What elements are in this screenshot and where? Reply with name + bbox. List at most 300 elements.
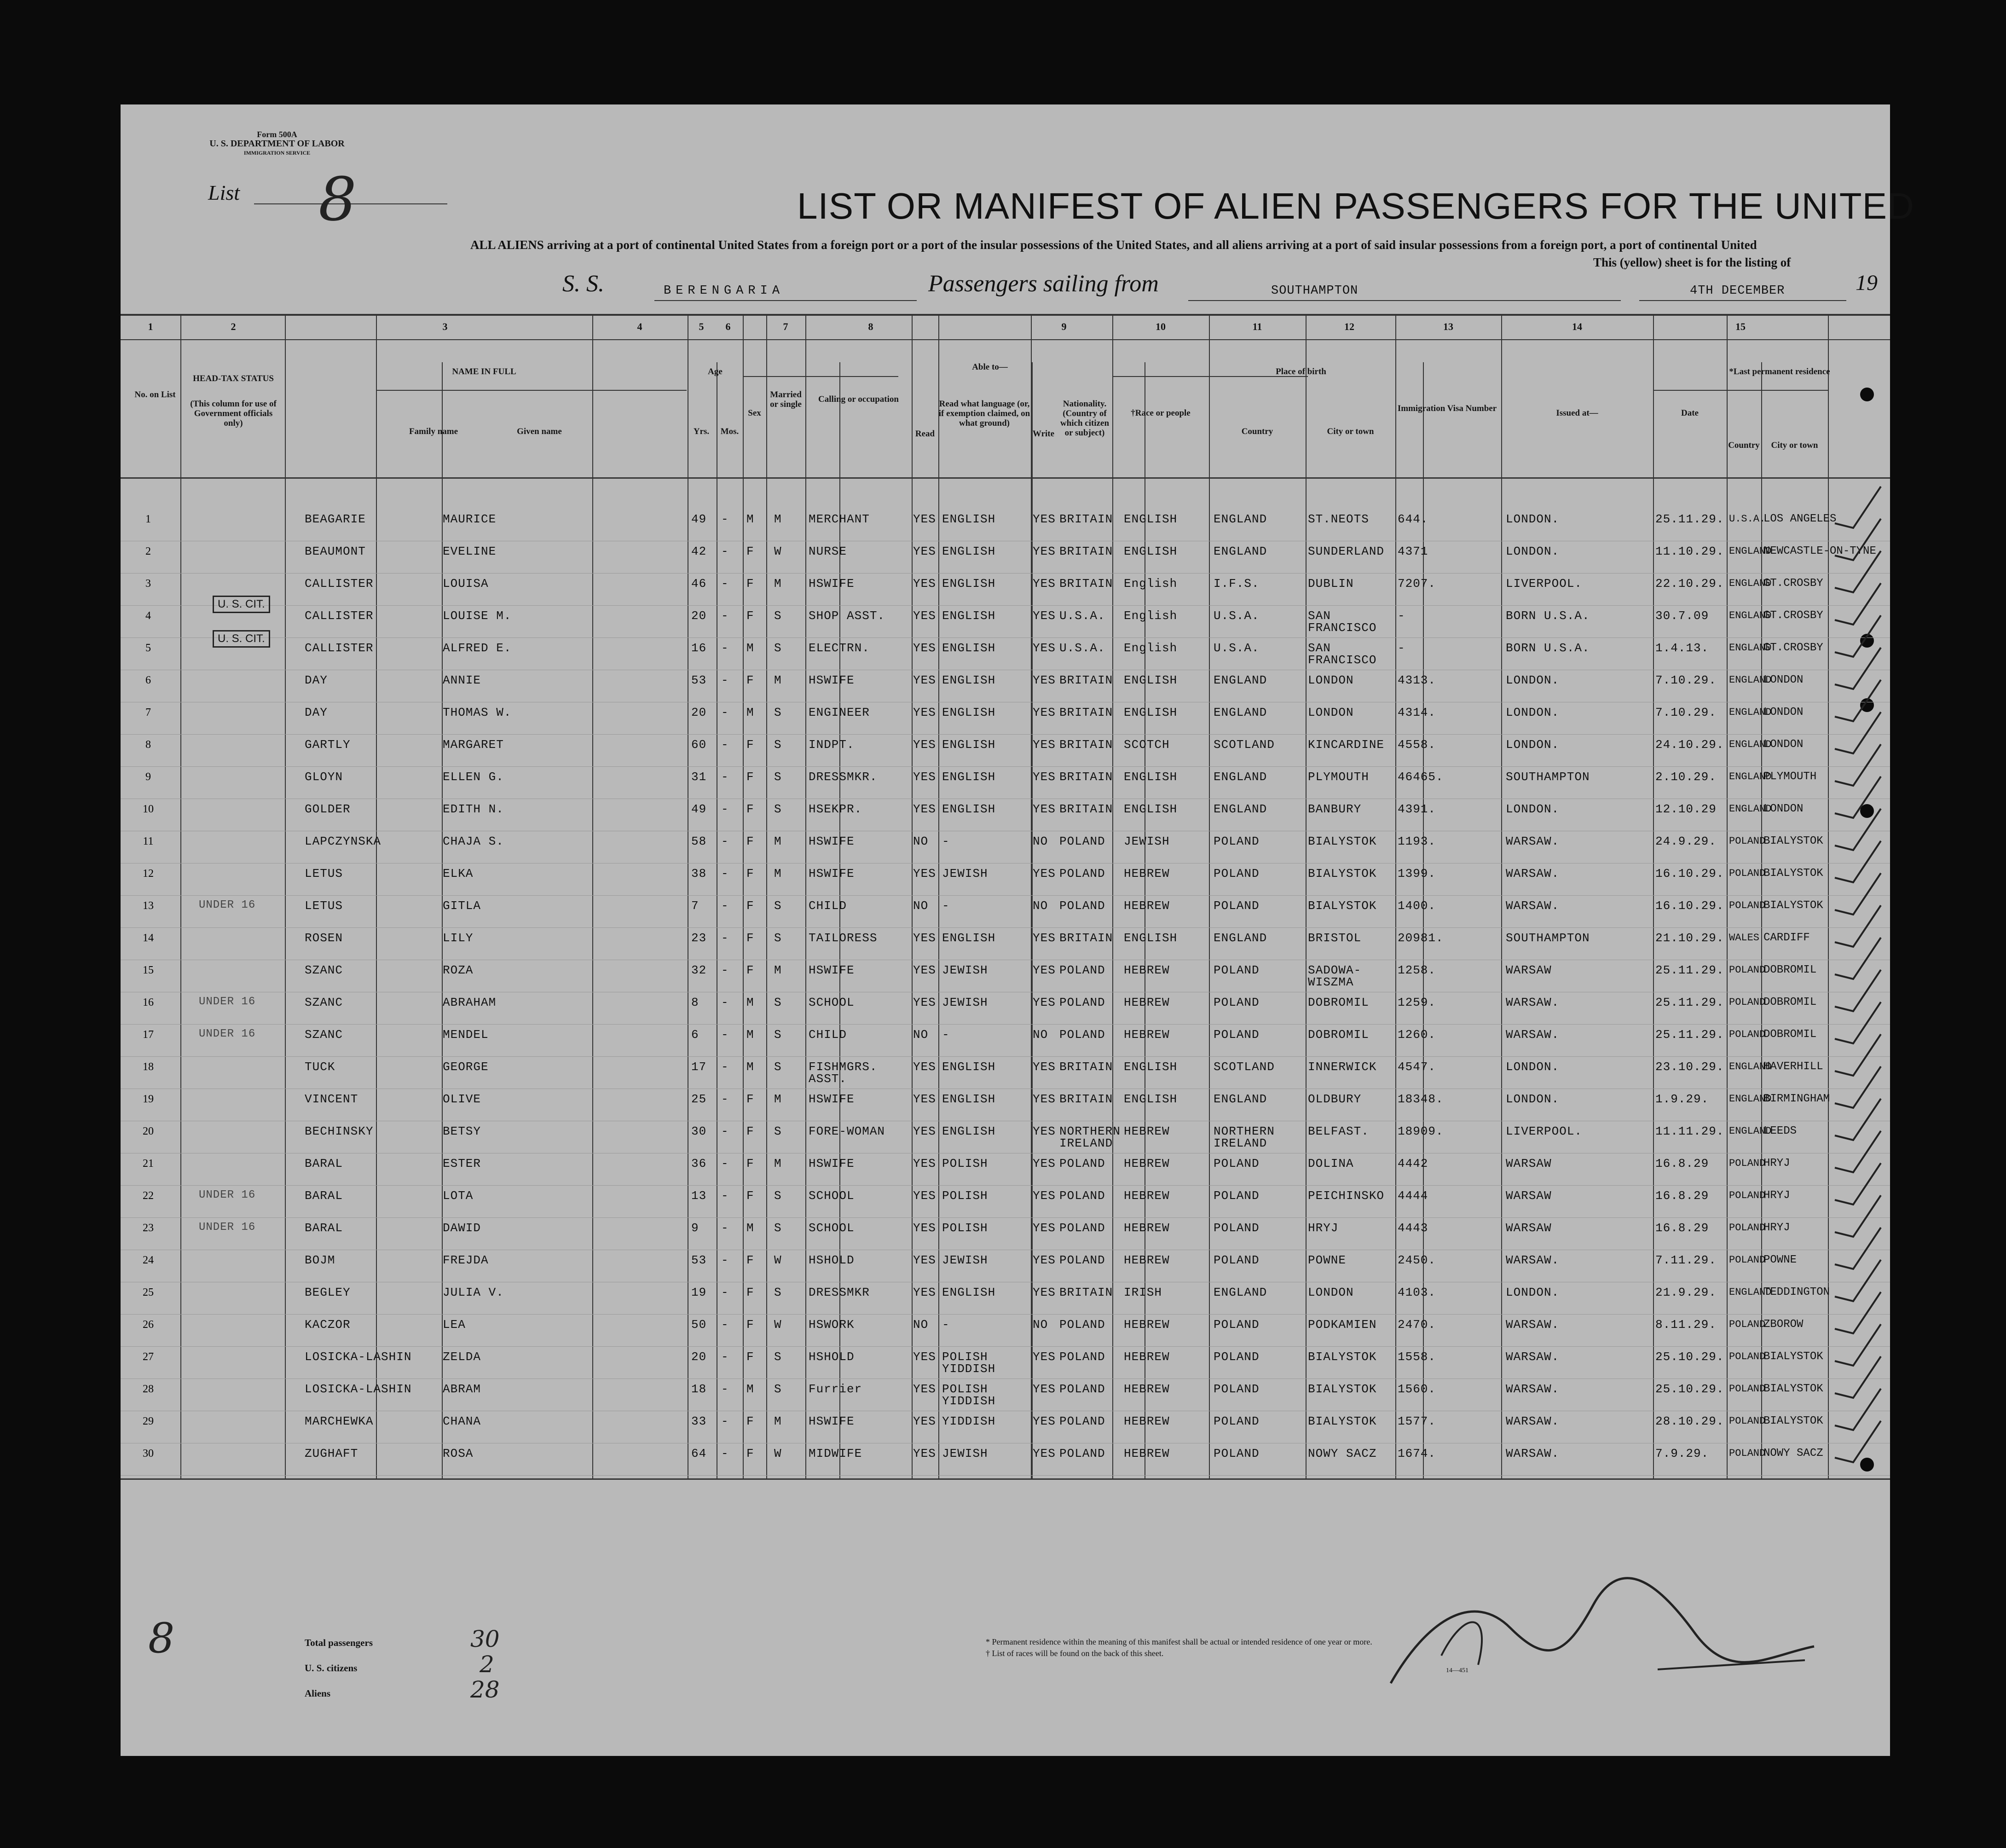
- birth-country: POLAND: [1214, 834, 1260, 848]
- occupation: HSHOLD: [809, 1253, 855, 1267]
- sex: F: [746, 545, 754, 558]
- visa-number: 4558.: [1398, 738, 1436, 752]
- birth-country: POLAND: [1214, 867, 1260, 881]
- sex: F: [746, 802, 754, 816]
- race: ENGLISH: [1124, 770, 1178, 784]
- can-write: YES: [1033, 609, 1056, 623]
- age-months: -: [721, 1124, 729, 1138]
- given-name: ANNIE: [443, 673, 481, 687]
- visa-date: 25.11.29.: [1655, 996, 1724, 1009]
- issued-at: WARSAW.: [1506, 834, 1560, 848]
- race: ENGLISH: [1124, 802, 1178, 816]
- read-language: ENGLISH: [942, 1286, 996, 1299]
- age-years: 64: [691, 1447, 707, 1460]
- birth-city: SAN FRANCISCO: [1308, 641, 1377, 667]
- nationality: POLAND: [1059, 1028, 1105, 1042]
- read-language: ENGLISH: [942, 1092, 996, 1106]
- visa-date: 23.10.29.: [1655, 1060, 1724, 1074]
- head-tax-note: UNDER 16: [199, 1189, 256, 1201]
- birth-country: ENGLAND: [1214, 673, 1267, 687]
- given-name: EVELINE: [443, 545, 497, 558]
- birth-country-header: Country: [1241, 427, 1273, 436]
- table-row: [121, 1283, 1890, 1315]
- age-months: -: [721, 1028, 729, 1042]
- row-number: 3: [145, 578, 151, 590]
- visa-number: 1259.: [1398, 996, 1436, 1009]
- birth-city: INNERWICK: [1308, 1060, 1377, 1074]
- can-read: YES: [913, 1060, 936, 1074]
- residence-country: POLAND: [1729, 1190, 1766, 1201]
- visa-date: 21.9.29.: [1655, 1286, 1717, 1299]
- sex: F: [746, 1124, 754, 1138]
- occupation: HSWIFE: [809, 1414, 855, 1428]
- age-months: -: [721, 512, 729, 526]
- head-tax-header: HEAD-TAX STATUS: [193, 374, 274, 383]
- can-write: YES: [1033, 1286, 1056, 1299]
- sex: M: [746, 706, 754, 719]
- family-name: DAY: [305, 706, 328, 719]
- birth-country: SCOTLAND: [1214, 738, 1275, 752]
- age-years: 49: [691, 512, 707, 526]
- birth-city: BIALYSTOK: [1308, 899, 1377, 913]
- occupation: SCHOOL: [809, 1221, 855, 1235]
- birth-city: PLYMOUTH: [1308, 770, 1369, 784]
- family-name-header: Family name: [409, 427, 458, 436]
- can-read: YES: [913, 738, 936, 752]
- age-months: -: [721, 1157, 729, 1170]
- column-number: 13: [1443, 321, 1453, 332]
- occupation: HSWIFE: [809, 673, 855, 687]
- residence-country: ENGLAND: [1729, 771, 1772, 782]
- read-language: JEWISH: [942, 867, 988, 881]
- family-name: LAPCZYNSKA: [305, 834, 382, 848]
- column-number: 8: [868, 321, 873, 332]
- visa-number: 1193.: [1398, 834, 1436, 848]
- age-months: -: [721, 1447, 729, 1460]
- nationality: U.S.A.: [1059, 641, 1105, 655]
- given-name: JULIA V.: [443, 1286, 504, 1299]
- issued-at: WARSAW: [1506, 1157, 1552, 1170]
- row-rule: [121, 1185, 1890, 1186]
- marital-status: S: [774, 738, 782, 752]
- can-write: YES: [1033, 867, 1056, 881]
- table-row: [121, 1315, 1890, 1347]
- marital-status: M: [774, 867, 782, 881]
- visa-number: 1399.: [1398, 867, 1436, 881]
- column-number: 6: [725, 321, 731, 332]
- age-years: 7: [691, 899, 699, 913]
- age-months: -: [721, 899, 729, 913]
- can-read: YES: [913, 1092, 936, 1106]
- residence-country: ENGLAND: [1729, 642, 1772, 654]
- header-bottom-rule: [121, 477, 1890, 479]
- given-name: THOMAS W.: [443, 706, 512, 719]
- issued-at: LONDON.: [1506, 1092, 1560, 1106]
- issued-at-header: Issued at—: [1556, 408, 1598, 418]
- can-write: YES: [1033, 770, 1056, 784]
- can-read: NO: [913, 1028, 929, 1042]
- given-name: ALFRED E.: [443, 641, 512, 655]
- birth-city: BIALYSTOK: [1308, 867, 1377, 881]
- residence-country: POLAND: [1729, 964, 1766, 976]
- sub-header-rule: [743, 376, 898, 377]
- given-name: ROZA: [443, 963, 474, 977]
- footnote-races: † List of races will be found on the back of this sheet.: [986, 1649, 1164, 1658]
- port-underline: [1188, 300, 1621, 301]
- read-language: JEWISH: [942, 996, 988, 1009]
- residence-city: LONDON: [1763, 706, 1804, 718]
- age-years: 16: [691, 641, 707, 655]
- visa-number: 1260.: [1398, 1028, 1436, 1042]
- read-language: JEWISH: [942, 963, 988, 977]
- age-months: -: [721, 1318, 729, 1332]
- can-read: YES: [913, 1382, 936, 1396]
- race: HEBREW: [1124, 867, 1170, 881]
- no-on-list-header: No. on List: [134, 390, 176, 400]
- can-write: YES: [1033, 1447, 1056, 1460]
- sex: F: [746, 867, 754, 881]
- age-months: -: [721, 609, 729, 623]
- occupation: SHOP ASST.: [809, 609, 885, 623]
- residence-city: BIALYSTOK: [1763, 899, 1823, 912]
- sex: M: [746, 641, 754, 655]
- read-language: ENGLISH: [942, 545, 996, 558]
- department: U. S. DEPARTMENT OF LABOR: [209, 139, 345, 149]
- visa-date: 25.11.29.: [1655, 512, 1724, 526]
- table-row: [121, 864, 1890, 896]
- departure-port: SOUTHAMPTON: [1271, 284, 1359, 298]
- residence-country: ENGLAND: [1729, 1286, 1772, 1298]
- row-number: 9: [145, 771, 151, 783]
- occupation: SCHOOL: [809, 1189, 855, 1203]
- punch-hole: [1860, 388, 1874, 401]
- visa-date: 25.11.29.: [1655, 963, 1724, 977]
- marital-status: W: [774, 1253, 782, 1267]
- visa-number: 4314.: [1398, 706, 1436, 719]
- table-row: [121, 1025, 1890, 1057]
- occupation: ELECTRN.: [809, 641, 870, 655]
- visa-date: 30.7.09: [1655, 609, 1709, 623]
- table-row: [121, 799, 1890, 832]
- can-read: YES: [913, 1253, 936, 1267]
- visa-date: 1.9.29.: [1655, 1092, 1709, 1106]
- sex: M: [746, 996, 754, 1009]
- sex: F: [746, 609, 754, 623]
- total-passengers-label: Total passengers: [305, 1637, 373, 1648]
- given-name: EDITH N.: [443, 802, 504, 816]
- residence-city: HRYJ: [1763, 1189, 1790, 1202]
- occupation: HSWIFE: [809, 963, 855, 977]
- row-rule: [121, 1056, 1890, 1057]
- read-language: POLISH YIDDISH: [942, 1350, 996, 1376]
- can-write: YES: [1033, 641, 1056, 655]
- last-residence-header: *Last permanent residence: [1729, 367, 1830, 377]
- row-number: 8: [145, 739, 151, 751]
- issued-at: WARSAW.: [1506, 1414, 1560, 1428]
- birth-city: HRYJ: [1308, 1221, 1339, 1235]
- sex: F: [746, 1189, 754, 1203]
- nationality: POLAND: [1059, 1157, 1105, 1170]
- age-years: 25: [691, 1092, 707, 1106]
- column-number: 1: [148, 321, 153, 332]
- read-language: JEWISH: [942, 1253, 988, 1267]
- given-name: ABRAHAM: [443, 996, 497, 1009]
- family-name: TUCK: [305, 1060, 335, 1074]
- age-years: 50: [691, 1318, 707, 1332]
- birth-city: SUNDERLAND: [1308, 545, 1385, 558]
- row-number: 21: [143, 1158, 154, 1170]
- issued-at: WARSAW.: [1506, 1350, 1560, 1364]
- given-name: LOUISE M.: [443, 609, 512, 623]
- visa-date: 24.10.29.: [1655, 738, 1724, 752]
- can-read: YES: [913, 1189, 936, 1203]
- sex: F: [746, 673, 754, 687]
- sex: F: [746, 834, 754, 848]
- row-number: 12: [143, 868, 154, 880]
- nationality: BRITAIN: [1059, 802, 1113, 816]
- age-years: 53: [691, 673, 707, 687]
- age-years: 23: [691, 931, 707, 945]
- age-months: -: [721, 996, 729, 1009]
- marital-status: S: [774, 609, 782, 623]
- residence-country: ENGLAND: [1729, 1061, 1772, 1072]
- column-number: 3: [442, 321, 448, 332]
- residence-country-header: Country: [1728, 440, 1760, 450]
- birth-city: BIALYSTOK: [1308, 1382, 1377, 1396]
- occupation: HSWIFE: [809, 1092, 855, 1106]
- total-passengers-value: 30: [470, 1626, 500, 1652]
- birth-country: POLAND: [1214, 1318, 1260, 1332]
- issued-at: WARSAW.: [1506, 867, 1560, 881]
- family-name: ROSEN: [305, 931, 343, 945]
- visa-date: 16.10.29.: [1655, 867, 1724, 881]
- race: HEBREW: [1124, 899, 1170, 913]
- age-months: -: [721, 1253, 729, 1267]
- family-name: BECHINSKY: [305, 1124, 374, 1138]
- row-number: 30: [143, 1448, 154, 1460]
- sex: F: [746, 1350, 754, 1364]
- column-number: 11: [1252, 321, 1262, 332]
- row-number: 7: [145, 707, 151, 718]
- birth-city: BRISTOL: [1308, 931, 1362, 945]
- birth-country: POLAND: [1214, 1414, 1260, 1428]
- visa-date: 11.11.29.: [1655, 1124, 1724, 1138]
- nationality: BRITAIN: [1059, 931, 1113, 945]
- margin-number: 8: [148, 1614, 175, 1663]
- can-write: YES: [1033, 706, 1056, 719]
- given-name: GITLA: [443, 899, 481, 913]
- birth-country: POLAND: [1214, 963, 1260, 977]
- residence-city: GT.CROSBY: [1763, 609, 1823, 622]
- read-language: -: [942, 1318, 950, 1332]
- occupation: DRESSMKR.: [809, 770, 878, 784]
- residence-city: LONDON: [1763, 738, 1804, 751]
- residence-city: NEWCASTLE-ON-TYNE: [1763, 545, 1876, 557]
- sex: F: [746, 899, 754, 913]
- family-name: SZANC: [305, 963, 343, 977]
- issued-at: LONDON.: [1506, 1286, 1560, 1299]
- issued-at: WARSAW.: [1506, 1028, 1560, 1042]
- race: SCOTCH: [1124, 738, 1170, 752]
- issued-at: SOUTHAMPTON: [1506, 931, 1590, 945]
- birth-country: POLAND: [1214, 1253, 1260, 1267]
- read-language: ENGLISH: [942, 802, 996, 816]
- column-number: 10: [1156, 321, 1166, 332]
- row-rule: [121, 1217, 1890, 1218]
- birth-country: POLAND: [1214, 1157, 1260, 1170]
- nationality: POLAND: [1059, 1447, 1105, 1460]
- row-number: 2: [145, 545, 151, 557]
- column-number: 5: [699, 321, 704, 332]
- nationality: POLAND: [1059, 834, 1105, 848]
- family-name: BEAGARIE: [305, 512, 366, 526]
- can-read: NO: [913, 834, 929, 848]
- row-number: 28: [143, 1383, 154, 1395]
- read-language: ENGLISH: [942, 609, 996, 623]
- age-years: 60: [691, 738, 707, 752]
- birth-country: I.F.S.: [1214, 577, 1260, 591]
- table-bottom-rule: [121, 1478, 1890, 1480]
- age-years: 20: [691, 706, 707, 719]
- visa-number: 4313.: [1398, 673, 1436, 687]
- read-language: ENGLISH: [942, 1060, 996, 1074]
- visa-number: 4444: [1398, 1189, 1428, 1203]
- family-name: GLOYN: [305, 770, 343, 784]
- sex: F: [746, 770, 754, 784]
- age-months: -: [721, 1060, 729, 1074]
- table-row: [121, 993, 1890, 1025]
- age-years: 20: [691, 609, 707, 623]
- column-number-rule: [121, 339, 1890, 340]
- occupation: MERCHANT: [809, 512, 870, 526]
- column-number: 9: [1061, 321, 1067, 332]
- race: IRISH: [1124, 1286, 1162, 1299]
- ship-name: BERENGARIA: [664, 284, 785, 298]
- can-write: YES: [1033, 996, 1056, 1009]
- family-name: BEAUMONT: [305, 545, 366, 558]
- can-write: YES: [1033, 963, 1056, 977]
- can-write: YES: [1033, 577, 1056, 591]
- months-header: Mos.: [720, 427, 739, 436]
- visa-date: 8.11.29.: [1655, 1318, 1717, 1332]
- sex: M: [746, 1028, 754, 1042]
- occupation: FORE-WOMAN: [809, 1124, 885, 1138]
- read-language: JEWISH: [942, 1447, 988, 1460]
- can-read: YES: [913, 545, 936, 558]
- residence-country: WALES: [1729, 932, 1760, 944]
- birth-city: DUBLIN: [1308, 577, 1354, 591]
- ship-underline: [654, 300, 917, 301]
- marital-status: S: [774, 1028, 782, 1042]
- age-years: 30: [691, 1124, 707, 1138]
- visa-number: 20981.: [1398, 931, 1444, 945]
- can-write: NO: [1033, 1028, 1048, 1042]
- given-name: ELKA: [443, 867, 474, 881]
- nationality: U.S.A.: [1059, 609, 1105, 623]
- birth-city: KINCARDINE: [1308, 738, 1385, 752]
- occupation: NURSE: [809, 545, 847, 558]
- family-name: BARAL: [305, 1189, 343, 1203]
- table-row: [121, 638, 1890, 671]
- departure-date: 4TH DECEMBER: [1690, 284, 1785, 298]
- table-row: [121, 1154, 1890, 1186]
- read-language: ENGLISH: [942, 673, 996, 687]
- age-years: 31: [691, 770, 707, 784]
- married-header: Married or single: [770, 390, 802, 409]
- birth-country: POLAND: [1214, 1189, 1260, 1203]
- row-rule: [121, 734, 1890, 735]
- row-number: 24: [143, 1254, 154, 1266]
- residence-city: POWNE: [1763, 1254, 1797, 1266]
- visa-number: 1558.: [1398, 1350, 1436, 1364]
- residence-country: U.S.A.: [1729, 513, 1766, 525]
- visa-date: 11.10.29.: [1655, 545, 1724, 558]
- visa-date: 28.10.29.: [1655, 1414, 1724, 1428]
- table-top-rule: [121, 314, 1890, 316]
- residence-city: BIALYSTOK: [1763, 1415, 1823, 1427]
- age-months: -: [721, 706, 729, 719]
- residence-city: TEDDINGTON: [1763, 1286, 1830, 1298]
- table-row: [121, 767, 1890, 799]
- issued-at: LONDON.: [1506, 1060, 1560, 1074]
- age-years: 13: [691, 1189, 707, 1203]
- sex: F: [746, 1286, 754, 1299]
- occupation: HSEKPR.: [809, 802, 862, 816]
- residence-city: NOWY SACZ: [1763, 1447, 1823, 1460]
- sailing-label: Passengers sailing from: [928, 271, 1159, 297]
- nationality: BRITAIN: [1059, 1092, 1113, 1106]
- marital-status: S: [774, 641, 782, 655]
- residence-country: ENGLAND: [1729, 707, 1772, 718]
- given-name: GEORGE: [443, 1060, 489, 1074]
- residence-city: HRYJ: [1763, 1222, 1790, 1234]
- us-citizen-stamp: U. S. CIT.: [213, 596, 270, 613]
- birth-city: LONDON: [1308, 673, 1354, 687]
- visa-date: 24.9.29.: [1655, 834, 1717, 848]
- marital-status: S: [774, 1350, 782, 1364]
- table-row: [121, 1444, 1890, 1476]
- read-language: -: [942, 834, 950, 848]
- visa-header: Immigration Visa Number: [1397, 404, 1497, 413]
- table-row: [121, 896, 1890, 928]
- family-name: BEGLEY: [305, 1286, 351, 1299]
- can-write: NO: [1033, 899, 1048, 913]
- family-name: LETUS: [305, 899, 343, 913]
- residence-country: ENGLAND: [1729, 803, 1772, 815]
- nationality: BRITAIN: [1059, 545, 1113, 558]
- nationality: BRITAIN: [1059, 706, 1113, 719]
- column-number: 12: [1344, 321, 1354, 332]
- residence-country: POLAND: [1729, 1319, 1766, 1330]
- race: ENGLISH: [1124, 673, 1178, 687]
- issued-at: WARSAW.: [1506, 996, 1560, 1009]
- race: HEBREW: [1124, 1189, 1170, 1203]
- can-write: YES: [1033, 1414, 1056, 1428]
- row-number: 18: [143, 1061, 154, 1073]
- column-number: 14: [1572, 321, 1582, 332]
- head-tax-note: (This column for use of Government officials only): [190, 399, 277, 428]
- age-months: -: [721, 1092, 729, 1106]
- residence-city: LONDON: [1763, 674, 1804, 686]
- marital-status: S: [774, 1382, 782, 1396]
- age-months: -: [721, 577, 729, 591]
- family-name: LETUS: [305, 867, 343, 881]
- age-years: 53: [691, 1253, 707, 1267]
- read-language: ENGLISH: [942, 931, 996, 945]
- row-rule: [121, 1475, 1890, 1476]
- family-name: CALLISTER: [305, 577, 374, 591]
- marital-status: M: [774, 963, 782, 977]
